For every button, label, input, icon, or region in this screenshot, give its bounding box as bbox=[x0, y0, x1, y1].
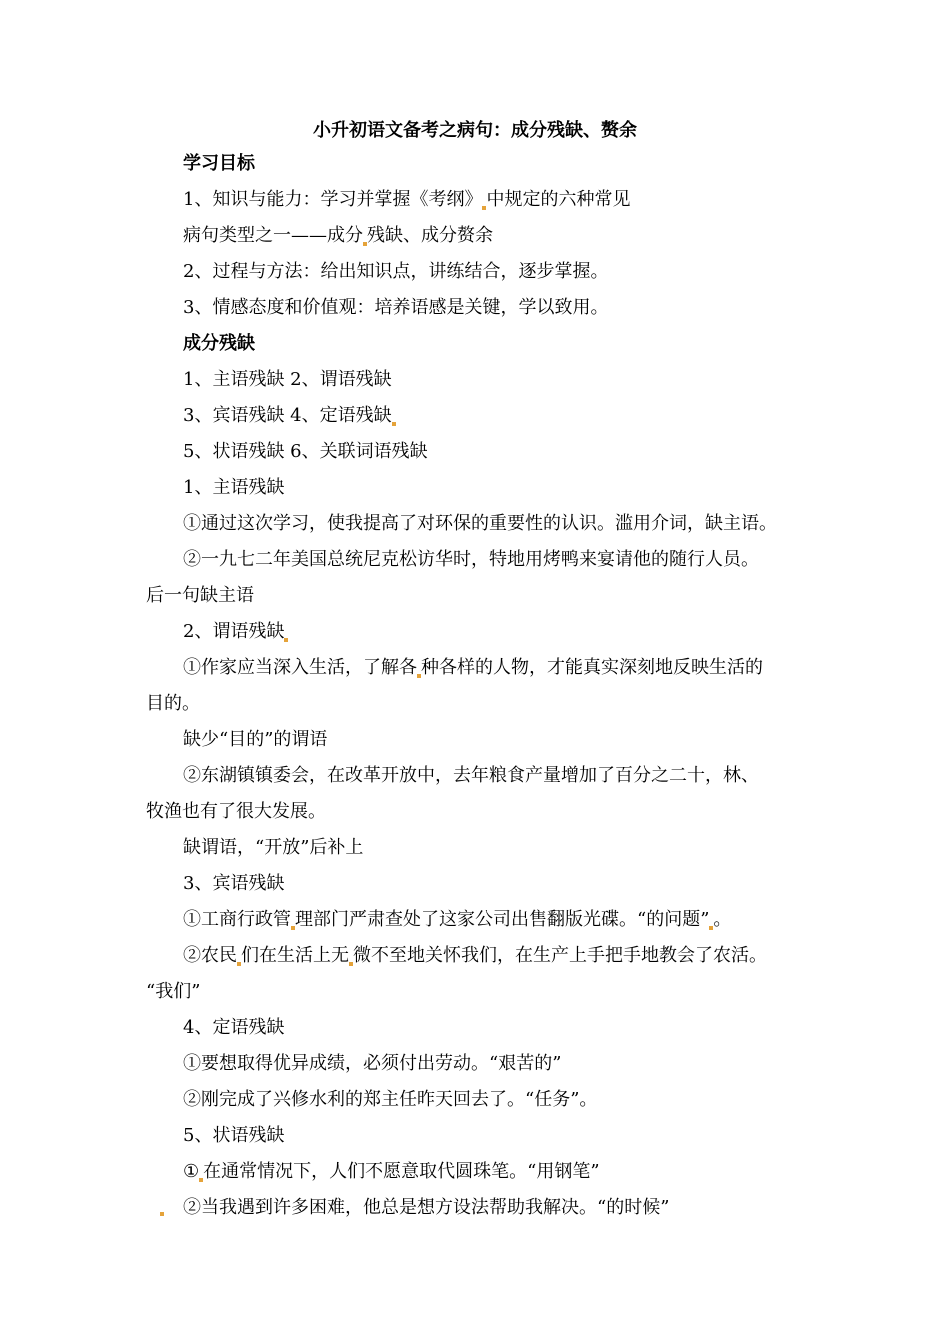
paragraph: 5、状语残缺 6、关联词语残缺 bbox=[183, 441, 428, 462]
section-label: 2、谓语残缺 bbox=[183, 620, 288, 644]
paragraph: 3、宾语残缺 4、定语残缺 bbox=[183, 404, 396, 428]
marker-dot bbox=[392, 422, 396, 426]
explanation: 缺少“目的”的谓语 bbox=[183, 729, 328, 750]
paragraph: 2、过程与方法：给出知识点，讲练结合，逐步掌握。 bbox=[183, 261, 609, 282]
explanation: 后一句缺主语 bbox=[146, 585, 254, 606]
example-sentence: ①通过这次学习，使我提高了对环保的重要性的认识。滥用介词，缺主语。 bbox=[183, 513, 777, 534]
paragraph: 1、主语残缺 2、谓语残缺 bbox=[183, 369, 392, 390]
section-label: 3、宾语残缺 bbox=[183, 873, 285, 894]
section-label: 4、定语残缺 bbox=[183, 1017, 285, 1038]
marker-dot bbox=[284, 638, 288, 642]
example-sentence: ②农民 们在生活上无 微不至地关怀我们，在生产上手把手地教会了农活。 bbox=[183, 945, 767, 966]
example-sentence: ①要想取得优异成绩，必须付出劳动。“艰苦的” bbox=[183, 1053, 562, 1074]
explanation: 缺谓语，“开放”后补上 bbox=[183, 837, 364, 858]
example-sentence: 牧渔也有了很大发展。 bbox=[146, 801, 326, 822]
paragraph: 3、情感态度和价值观：培养语感是关键，学以致用。 bbox=[183, 297, 609, 318]
document-title: 小升初语文备考之病句：成分残缺、赘余 bbox=[313, 120, 637, 141]
example-sentence: ②刚完成了兴修水利的郑主任昨天回去了。“任务”。 bbox=[183, 1089, 598, 1110]
example-sentence: ①工商行政管 理部门严肃查处了这家公司出售翻版光碟。“的问题” 。 bbox=[183, 909, 732, 930]
section-label: 1、主语残缺 bbox=[183, 477, 285, 498]
paragraph: 病句类型之一——成分 残缺、成分赘余 bbox=[183, 225, 493, 246]
example-sentence: ②一九七二年美国总统尼克松访华时，特地用烤鸭来宴请他的随行人员。 bbox=[183, 549, 759, 570]
marker-dot bbox=[160, 1212, 164, 1216]
example-sentence: ① 在通常情况下，人们不愿意取代圆珠笔。“用钢笔” bbox=[183, 1161, 600, 1182]
example-sentence: ②东湖镇镇委会，在改革开放中，去年粮食产量增加了百分之二十，林、 bbox=[183, 765, 759, 786]
example-sentence: ②当我遇到许多困难，他总是想方设法帮助我解决。“的时候” bbox=[183, 1197, 670, 1218]
heading-missing-components: 成分残缺 bbox=[183, 333, 255, 354]
paragraph: 1、知识与能力：学习并掌握《考纲》 中规定的六种常见 bbox=[183, 189, 631, 210]
example-sentence: ①作家应当深入生活，了解各 种各样的人物，才能真实深刻地反映生活的 bbox=[183, 657, 763, 678]
heading-learning-goals: 学习目标 bbox=[183, 153, 255, 174]
example-sentence: 目的。 bbox=[146, 693, 200, 714]
explanation: “我们” bbox=[146, 981, 201, 1002]
section-label: 5、状语残缺 bbox=[183, 1125, 285, 1146]
